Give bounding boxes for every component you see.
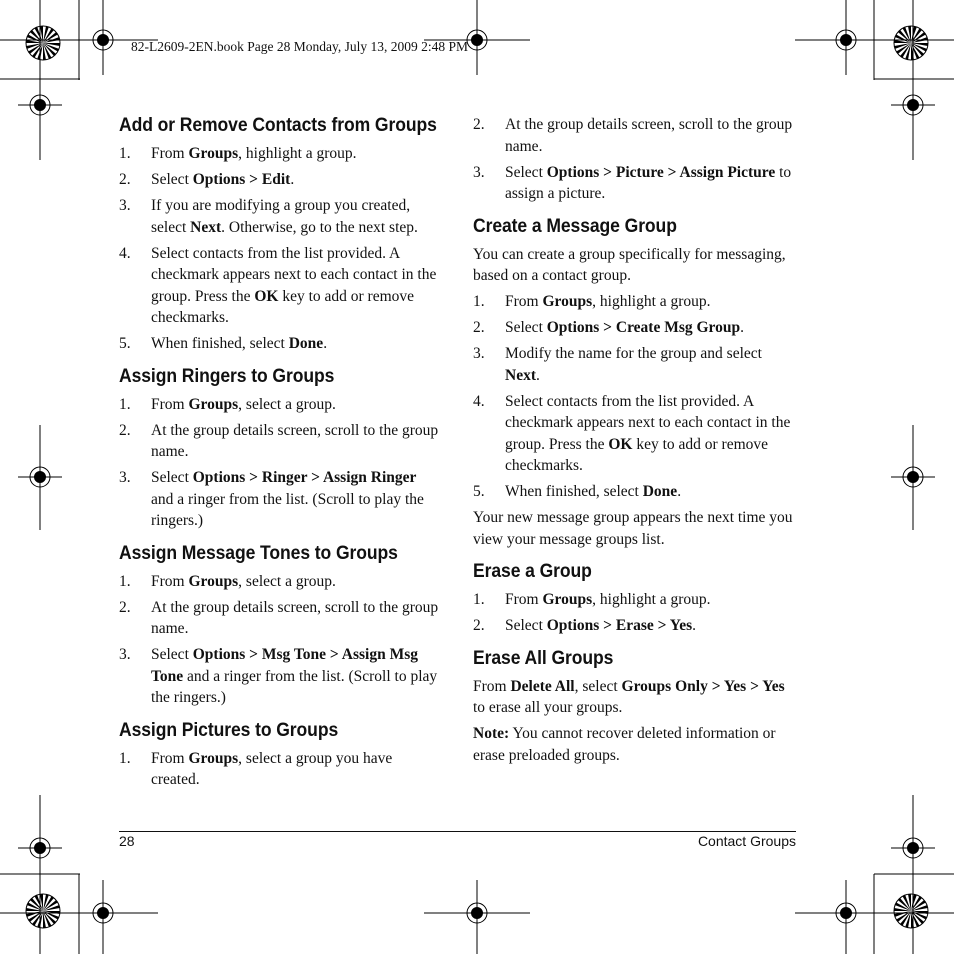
text-run: Select [151,171,193,188]
section [473,114,798,205]
bold-term: Groups [188,145,239,162]
text-run: . Otherwise, go to the next step. [221,218,418,236]
text-run: Select [505,319,547,336]
starburst-mark [894,894,928,928]
paragraph [473,723,798,766]
text-run: . [740,319,745,336]
section-heading: Create a Message Group [473,214,677,237]
section-heading: Erase a Group [473,560,592,582]
step-item [473,343,798,386]
step-item [119,571,441,593]
step-number: 1. [119,749,131,767]
step-item [119,143,441,165]
step-item [119,243,441,329]
step-number: 4. [119,244,131,262]
text-run: From [151,572,189,590]
step-number: 2. [119,421,131,439]
step-number: 2. [473,116,485,133]
text-run: , select [574,677,622,695]
step-number: 1. [473,591,485,608]
text-run: From [151,395,189,413]
step-list [119,748,441,791]
bold-term: OK [608,435,633,453]
step-number: 3. [119,469,131,486]
bold-term: Options > Picture > Assign Picture [546,163,776,181]
bold-term: Options > Erase > Yes [546,617,693,634]
step-number: 1. [473,293,485,310]
step-number: 5. [119,335,131,352]
step-list [473,114,798,205]
step-number: 5. [473,483,485,500]
step-item [473,114,798,157]
step-number: 2. [473,617,485,634]
text-run: Modify the name for the group and select [505,345,762,362]
text-run: and a ringer from the list. (Scroll to play the ringers.) [151,490,424,529]
text-run: Select contacts from the list provided. A checkmark appears next to each contact in the group. Press the [505,392,791,453]
section-heading: Assign Message Tones to Groups [119,541,398,564]
text-run: Select [151,469,193,486]
step-item [119,195,441,238]
text-run: key to add or remove checkmarks. [151,287,415,326]
bold-term: Groups Only > Yes > Yes [621,677,785,695]
step-item [473,291,798,313]
section [119,542,441,709]
text-run: When finished, select [151,335,289,352]
text-run: to erase all your groups. [473,699,623,716]
step-number: 3. [119,646,131,663]
bold-term: Groups [188,395,239,413]
bold-term: Done [642,483,678,500]
section [473,647,798,767]
bold-term: Options > Create Msg Group [546,319,741,336]
text-run: You cannot recover deleted information or erase preloaded groups. [473,725,776,764]
intro-paragraph: You can create a group specifically for messaging, based on a contact group. [473,245,786,284]
step-list [473,589,798,637]
text-run: From [473,677,511,695]
starburst-mark [26,26,60,60]
text-run: , highlight a group. [238,145,357,162]
right-column [473,114,798,776]
text-run: From [505,591,543,608]
bold-term: Note: [473,725,510,742]
text-run: When finished, select [505,483,643,500]
step-list [119,394,441,532]
section-heading: Add or Remove Contacts from Groups [119,114,437,136]
text-run: At the group details screen, scroll to the group name. [151,421,439,460]
bold-term: Groups [188,749,239,767]
bold-term: Groups [542,591,593,608]
step-list [119,143,441,355]
step-number: 4. [473,392,485,410]
text-run: Select contacts from the list provided. A checkmark appears next to each contact in the group. Press the [151,244,437,305]
bold-term: Options > Edit [192,171,291,188]
text-run: , highlight a group. [592,293,711,310]
step-item [119,420,441,463]
step-number: 3. [119,197,131,214]
step-item [119,333,441,355]
section [473,560,798,637]
bold-term: Options > Msg Tone > Assign Msg Tone [151,646,418,685]
step-item [473,481,798,503]
step-number: 2. [119,171,131,188]
step-item [119,467,441,532]
section-heading: Erase All Groups [473,646,614,669]
step-item [473,615,798,637]
step-list [473,291,798,503]
page-number: 28 [119,833,135,849]
step-item [473,317,798,339]
left-column [119,114,441,801]
section [119,365,441,532]
text-run: . [536,366,540,384]
section-heading: Assign Ringers to Groups [119,364,335,387]
text-run: From [505,293,543,310]
bold-term: Delete All [510,677,575,695]
chapter-title: Contact Groups [697,833,796,849]
starburst-mark [26,894,60,928]
text-run: . [323,335,328,352]
bold-term: Options > Ringer > Assign Ringer [192,469,417,486]
step-item [119,644,441,709]
text-run: , select a group. [238,572,336,590]
text-run: At the group details screen, scroll to the group name. [151,598,439,637]
bold-term: Next [190,218,222,236]
starburst-mark [894,26,928,60]
bold-term: Done [288,335,324,352]
step-item [119,597,441,640]
section-heading: Assign Pictures to Groups [119,718,339,741]
step-number: 1. [119,395,131,413]
step-number: 1. [119,572,131,590]
text-run: If you are modifying a group you created, select [151,197,411,236]
text-run: Select [505,163,547,181]
step-number: 1. [119,145,131,162]
outro-paragraph: Your new message group appears the next time you view your message groups list. [473,509,793,548]
text-run: , highlight a group. [592,591,711,608]
step-list [119,571,441,709]
step-item [119,394,441,416]
text-run: , select a group you have created. [151,749,393,788]
bold-term: Groups [188,572,239,590]
step-item [119,169,441,191]
paragraph [473,676,798,719]
text-run: From [151,749,189,767]
bold-term: OK [254,287,279,305]
text-run: At the group details screen, scroll to the group name. [505,116,793,155]
text-run: From [151,145,189,162]
text-run: . [290,171,295,188]
text-run: . [677,483,682,500]
text-run: , select a group. [238,395,336,413]
text-run: to assign a picture. [505,163,792,202]
step-item [473,162,798,205]
section [119,719,441,791]
footer-rule [119,831,796,832]
step-item [119,748,441,791]
bold-term: Next [505,366,536,384]
print-slug: 82-L2609-2EN.book Page 28 Monday, July 13, 2009 2:48 PM [131,39,468,54]
bold-term: Groups [542,293,593,310]
step-number: 3. [473,345,485,362]
text-run: Select [151,646,193,663]
step-number: 2. [473,319,485,336]
text-run: . [692,617,697,634]
section [473,215,798,551]
step-item [473,391,798,477]
step-item [473,589,798,611]
section [119,114,441,355]
step-number: 2. [119,598,131,616]
text-run: and a ringer from the list. (Scroll to play the ringers.) [151,667,438,706]
text-run: Select [505,617,547,634]
step-number: 3. [473,163,485,181]
text-run: key to add or remove checkmarks. [505,435,769,474]
